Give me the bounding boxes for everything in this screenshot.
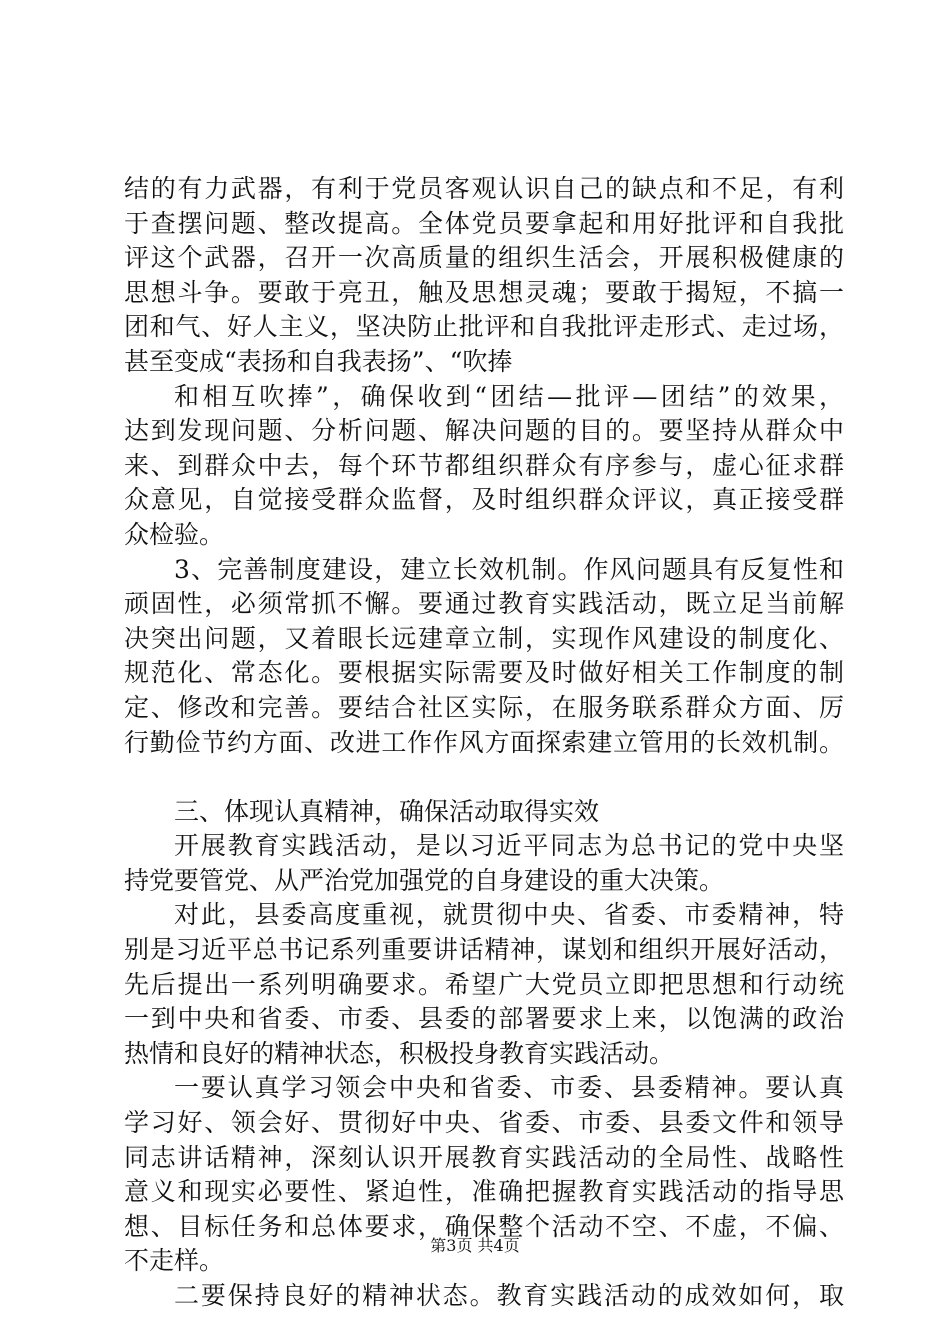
text-line: 先后提出一系列明确要求。希望广大党员立即把思想和行动统 <box>124 969 844 999</box>
text-line: 对此，县委高度重视，就贯彻中央、省委、市委精神，特 <box>174 900 844 930</box>
text-line: 持党要管党、从严治党加强党的自身建设的重大决策。 <box>124 865 725 895</box>
text-line: 于查摆问题、整改提高。全体党员要拿起和用好批评和自我批 <box>124 208 844 238</box>
text-line: 来、到群众中去，每个环节都组织群众有序参与，虚心征求群 <box>124 450 844 480</box>
text-line: 定、修改和完善。要结合社区实际，在服务联系群众方面、厉 <box>124 692 844 722</box>
text-line: 达到发现问题、分析问题、解决问题的目的。要坚持从群众中 <box>124 416 844 446</box>
text-line: 规范化、常态化。要根据实际需要及时做好相关工作制度的制 <box>124 658 844 688</box>
text-line: 思想斗争。要敢于亮丑，触及思想灵魂；要敢于揭短，不搞一 <box>124 277 844 307</box>
document-body <box>124 172 844 1314</box>
section-heading: 三、体现认真精神，确保活动取得实效 <box>174 796 600 826</box>
text-line: 众意见，自觉接受群众监督，及时组织群众评议，真正接受群 <box>124 485 844 515</box>
text-line: 评这个武器，召开一次高质量的组织生活会，开展积极健康的 <box>124 243 844 273</box>
text-line: 决突出问题，又着眼长远建章立制，实现作风建设的制度化、 <box>124 623 844 653</box>
text-line: 开展教育实践活动，是以习近平同志为总书记的党中央坚 <box>174 831 844 861</box>
text-line: 同志讲话精神，深刻认识开展教育实践活动的全局性、战略性 <box>124 1142 844 1172</box>
text-line: 二要保持良好的精神状态。教育实践活动的成效如何，取 <box>174 1281 844 1310</box>
text-line: 和相互吹捧”，确保收到“团结—批评—团结”的效果， <box>174 381 844 411</box>
text-line: 热情和良好的精神状态，积极投身教育实践活动。 <box>124 1038 675 1068</box>
text-line: 学习好、领会好、贯彻好中央、省委、市委、县委文件和领导 <box>124 1108 844 1138</box>
text-line: 一要认真学习领会中央和省委、市委、县委精神。要认真 <box>174 1073 844 1103</box>
text-line: 不走样。 <box>124 1246 225 1276</box>
text-line: 3、完善制度建设，建立长效机制。作风问题具有反复性和 <box>174 554 844 584</box>
paragraph-spacer <box>124 760 844 795</box>
text-line: 甚至变成“表扬和自我表扬”、“吹捧 <box>124 346 513 376</box>
text-line: 想、目标任务和总体要求，确保整个活动不空、不虚，不偏、 <box>124 1211 844 1241</box>
text-line: 行勤俭节约方面、改进工作作风方面探索建立管用的长效机制。 <box>124 727 844 757</box>
text-line: 结的有力武器，有利于党员客观认识自己的缺点和不足，有利 <box>124 174 844 203</box>
text-line: 意义和现实必要性、紧迫性，准确把握教育实践活动的指导思 <box>124 1177 844 1207</box>
page-number: 第3页 共4页 <box>430 1236 520 1255</box>
text-line: 众检验。 <box>124 519 225 549</box>
text-line: 别是习近平总书记系列重要讲话精神，谋划和组织开展好活动， <box>124 935 844 965</box>
text-line: 一到中央和省委、市委、县委的部署要求上来，以饱满的政治 <box>124 1004 844 1034</box>
text-line: 顽固性，必须常抓不懈。要通过教育实践活动，既立足当前解 <box>124 589 844 619</box>
text-line: 团和气、好人主义，坚决防止批评和自我批评走形式、走过场， <box>124 312 844 342</box>
